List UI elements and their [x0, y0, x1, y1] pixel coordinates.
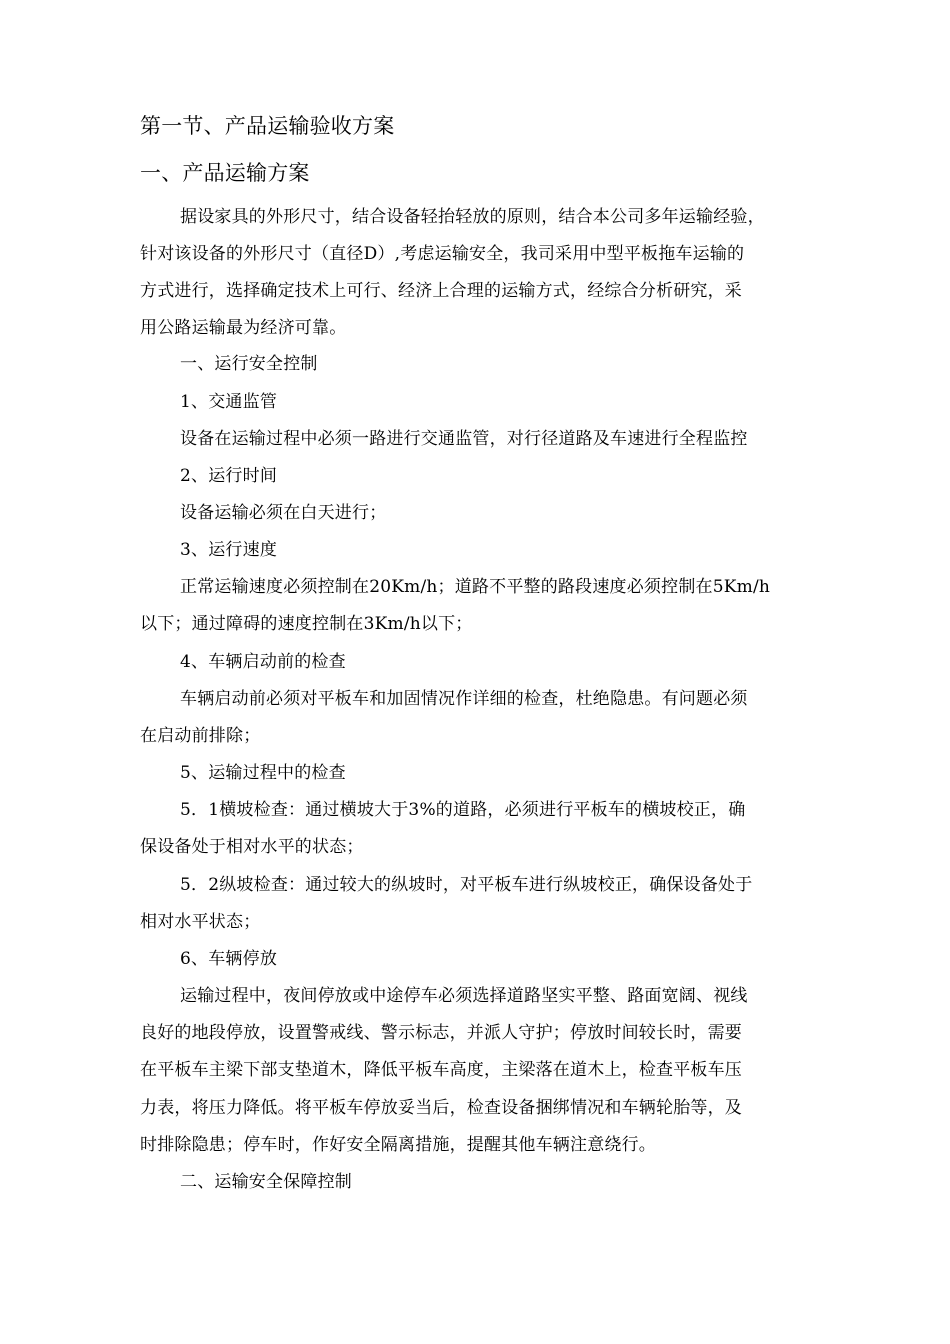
paragraph-line: 用公路运输最为经济可靠。 — [140, 318, 347, 338]
paragraph-line: 方式进行，选择确定技术上可行、经济上合理的运输方式，经综合分析研究，采 — [140, 281, 742, 301]
paragraph-line: 良好的地段停放，设置警戒线、警示标志，并派人守护；停放时间较长时，需要 — [140, 1023, 742, 1043]
item-heading: 3、运行速度 — [180, 540, 278, 560]
chapter-title: 一、产品运输方案 — [140, 161, 310, 185]
subsection-heading: 二、运输安全保障控制 — [180, 1172, 352, 1192]
paragraph-line: 针对该设备的外形尺寸（直径D）,考虑运输安全，我司采用中型平板拖车运输的 — [140, 244, 745, 264]
paragraph-line: 设备运输必须在白天进行； — [180, 503, 387, 523]
paragraph-line: 时排除隐患；停车时，作好安全隔离措施，提醒其他车辆注意绕行。 — [140, 1135, 656, 1155]
paragraph-line: 保设备处于相对水平的状态； — [140, 837, 364, 857]
paragraph-line: 相对水平状态； — [140, 912, 261, 932]
subsection-heading: 一、运行安全控制 — [180, 354, 318, 374]
item-heading: 4、车辆启动前的检查 — [180, 652, 346, 672]
item-heading: 5、运输过程中的检查 — [180, 763, 346, 783]
paragraph-line: 运输过程中，夜间停放或中途停车必须选择道路坚实平整、路面宽阔、视线 — [180, 986, 748, 1006]
section-title: 第一节、产品运输验收方案 — [140, 114, 395, 138]
paragraph-line: 正常运输速度必须控制在20Km/h；道路不平整的路段速度必须控制在5Km/h — [180, 577, 771, 597]
paragraph-line: 据设家具的外形尺寸，结合设备轻抬轻放的原则，结合本公司多年运输经验， — [180, 207, 765, 227]
paragraph-line: 5．2纵坡检查：通过较大的纵坡时，对平板车进行纵坡校正，确保设备处于 — [180, 875, 753, 895]
paragraph-line: 在平板车主梁下部支垫道木，降低平板车高度，主梁落在道木上，检查平板车压 — [140, 1060, 742, 1080]
paragraph-line: 5．1横坡检查：通过横坡大于3%的道路，必须进行平板车的横坡校正，确 — [180, 800, 746, 820]
paragraph-line: 设备在运输过程中必须一路进行交通监管，对行径道路及车速进行全程监控 — [180, 429, 748, 449]
item-heading: 6、车辆停放 — [180, 949, 278, 969]
item-heading: 2、运行时间 — [180, 466, 278, 486]
paragraph-line: 在启动前排除； — [140, 726, 261, 746]
item-heading: 1、交通监管 — [180, 392, 278, 412]
paragraph-line: 以下；通过障碍的速度控制在3Km/h以下； — [140, 614, 473, 634]
paragraph-line: 车辆启动前必须对平板车和加固情况作详细的检查，杜绝隐患。有问题必须 — [180, 689, 748, 709]
paragraph-line: 力表，将压力降低。将平板车停放妥当后，检查设备捆绑情况和车辆轮胎等，及 — [140, 1098, 742, 1118]
